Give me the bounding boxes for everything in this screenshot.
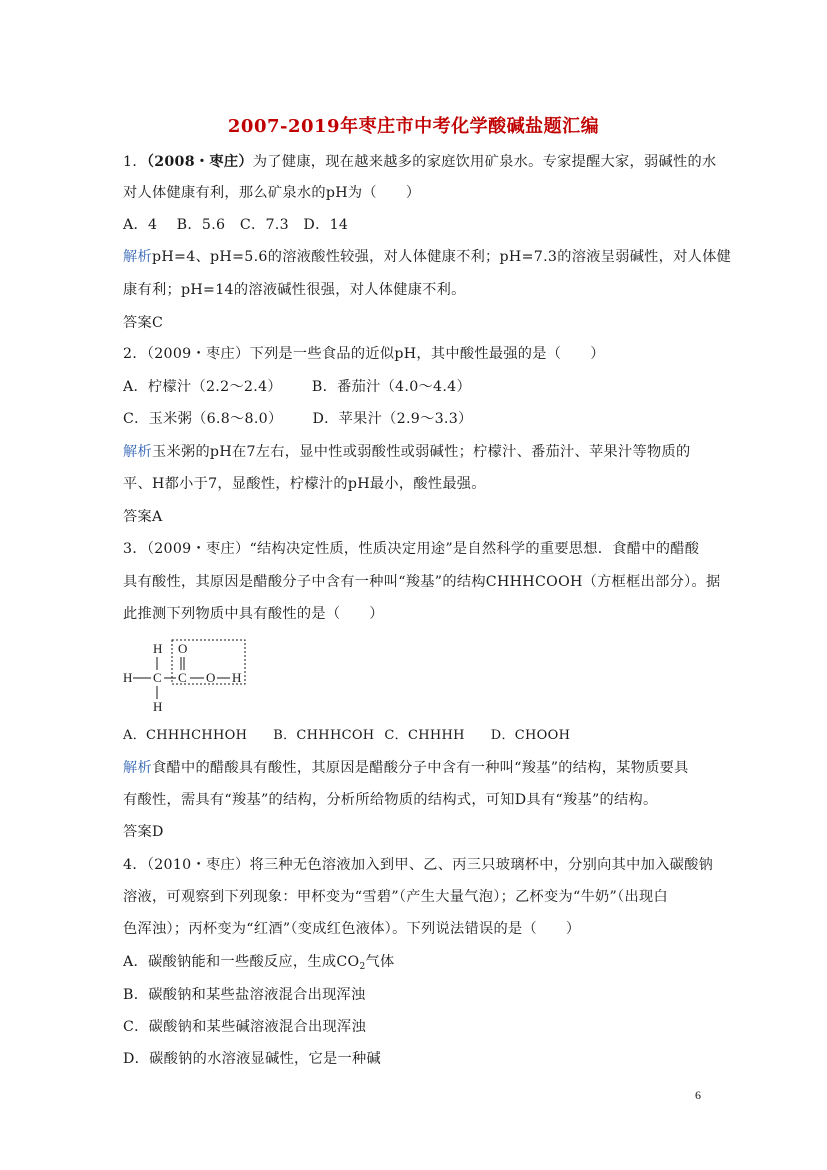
q1-source: （2008・枣庄）	[146, 154, 253, 170]
atom-c2: C	[178, 670, 187, 685]
q3-option-d: D．CHOOH	[490, 728, 571, 743]
q1-number: 1．	[123, 154, 147, 170]
q2-answer: 答案A	[123, 509, 163, 525]
analysis-label: 解析	[123, 249, 152, 265]
q2-analysis-line1	[123, 442, 708, 462]
q3-analysis-line2: 有酸性，需具有“羧基”的结构，分析所给物质的结构式，可知D具有“羧基”的结构。	[123, 792, 658, 808]
q1-answer: 答案C	[123, 315, 164, 331]
analysis-text: pH=4、pH=5.6的溶液酸性较强，对人体健康不利；pH=7.3的溶液呈弱碱性，对人体健	[151, 249, 732, 265]
q2-options-row1	[123, 377, 708, 397]
q1-options: A．4 B．5.6 C．7.3 D．14	[123, 217, 349, 233]
q4-line2: 溶液，可观察到下列现象：甲杯变为“雪碧”（产生大量气泡）；乙杯变为“牛奶”（出现白	[123, 889, 668, 905]
q3-line1: 3．（2009・枣庄）“结构决定性质，性质决定用途”是自然科学的重要思想．食醋中的醋酸	[123, 541, 700, 557]
q1-analysis-line1	[123, 247, 732, 267]
q3-options	[123, 726, 708, 746]
atom-h-right: H	[232, 670, 242, 685]
q4-option-a-text: A．碳酸钠能和一些酸反应，生成CO	[123, 954, 360, 970]
atom-c1: C	[153, 670, 162, 685]
q2-option-a: A．柠檬汁（2.2～2.4）	[123, 379, 282, 395]
q2-options-row2	[123, 409, 708, 429]
q4-option-d: D．碳酸钠的水溶液显碱性，它是一种碱	[123, 1051, 381, 1067]
q4-line3: 色浑浊）；丙杯变为“红酒”（变成红色液体）。下列说法错误的是（ ）	[123, 921, 581, 937]
q2-option-d: D．苹果汁（2.9～3.3）	[312, 411, 473, 427]
q4-option-c: C．碳酸钠和某些碱溶液混合出现浑浊	[123, 1019, 366, 1035]
q3-option-b: B．CHHHCOH	[273, 728, 375, 743]
atom-o-top: O	[178, 641, 188, 656]
q3-analysis-line1	[123, 758, 708, 778]
q2-line1: 2．（2009・枣庄）下列是一些食品的近似pH，其中酸性最强的是（ ）	[123, 346, 605, 362]
q4-option-b: B．碳酸钠和某些盐溶液混合出现浑浊	[123, 987, 366, 1003]
q1-text: 为了健康，现在越来越多的家庭饮用矿泉水。专家提醒大家，弱碱性的水	[252, 154, 717, 170]
page-number: 6	[695, 1088, 701, 1102]
q3-option-c: C．CHHHH	[384, 728, 465, 743]
q4-option-a-suffix: 气体	[365, 954, 395, 970]
analysis-text: 玉米粥的pH在7左右，显中性或弱酸性或弱碱性；柠檬汁、番茄汁、苹果汁等物质的	[151, 444, 691, 460]
q1-analysis-line2: 康有利；pH=14的溶液碱性很强，对人体健康不利。	[123, 282, 466, 298]
co2-subscript: 2	[359, 962, 366, 972]
analysis-text: 食醋中的醋酸具有酸性，其原因是醋酸分子中含有一种叫“羧基”的结构，某物质要具	[151, 760, 689, 776]
analysis-label: 解析	[123, 444, 152, 460]
q2-option-c: C．玉米粥（6.8～8.0）	[123, 411, 283, 427]
atom-h-bottom: H	[153, 699, 163, 714]
q2-option-b: B．番茄汁（4.0～4.4）	[311, 379, 471, 395]
q3-option-a: A．CHHHCHHOH	[123, 728, 248, 743]
page-title: 2007-2019年枣庄市中考化学酸碱盐题汇编	[227, 116, 600, 137]
atom-h-left: H	[123, 670, 133, 685]
q3-line3: 此推测下列物质中具有酸性的是（ ）	[123, 606, 384, 622]
acetic-acid-structure	[120, 637, 260, 717]
atom-o: O	[206, 670, 216, 685]
q1-line1	[123, 152, 717, 172]
analysis-label: 解析	[123, 760, 152, 776]
atom-h-top: H	[153, 641, 163, 656]
q2-analysis-line2: 平、H都小于7，显酸性，柠檬汁的pH最小，酸性最强。	[123, 476, 486, 492]
q4-option-a	[123, 952, 708, 977]
q4-line1: 4．（2010・枣庄）将三种无色溶液加入到甲、乙、丙三只玻璃杯中，分别向其中加入碳酸钠	[123, 857, 714, 873]
q3-line2: 具有酸性，其原因是醋酸分子中含有一种叫“羧基”的结构CHHHCOOH（方框框出部分）。据	[123, 574, 721, 590]
q3-answer: 答案D	[123, 824, 164, 840]
q1-line2: 对人体健康有利，那么矿泉水的pH为（ ）	[123, 185, 421, 201]
